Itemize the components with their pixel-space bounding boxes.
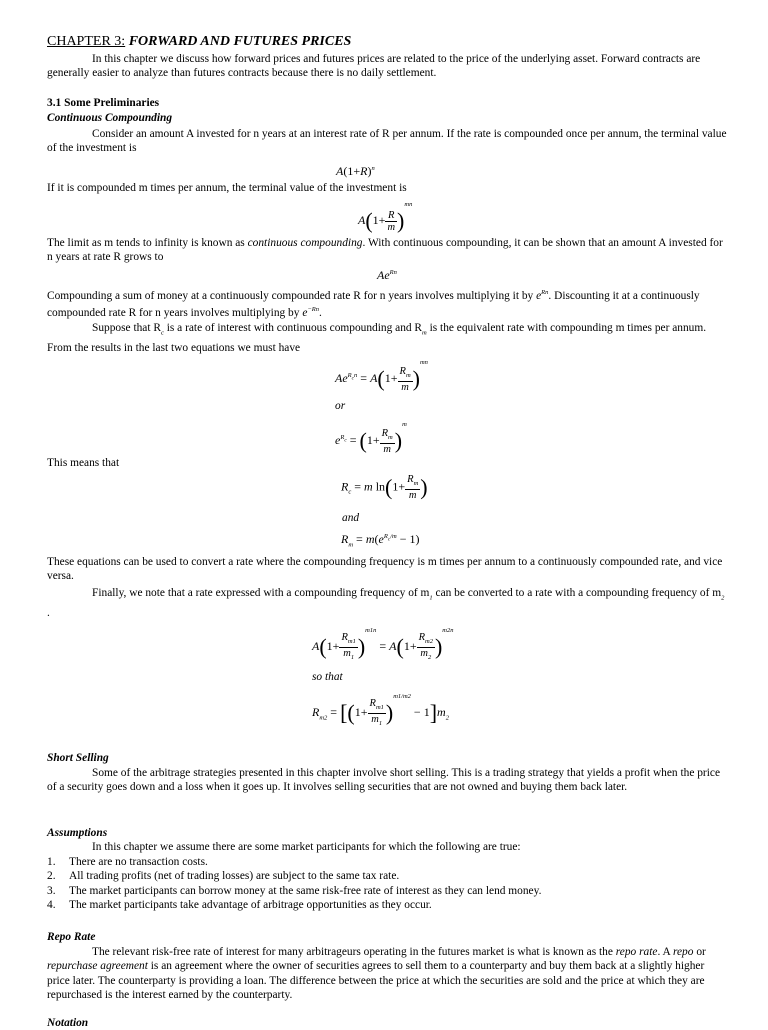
section-heading: 3.1 Some Preliminaries [47,97,160,109]
paragraph-3 [47,236,727,265]
repo-text-a: The relevant risk-free rate of interest for many arbitrageurs operating in the futures market is what is known as the [92,946,613,958]
this-means-label: This means that [47,457,120,469]
repo-text-c: or [696,946,706,958]
chapter-title [47,35,351,49]
repo-text-em1: repo rate [615,946,658,958]
repo-text-em3: repurchase agreement [47,960,148,973]
or-label: or [335,400,346,412]
paragraph-1: Consider an amount A invested for n years at an interest rate of R per annum. If the rate is compounded once per annum, the terminal value of the investment is [47,128,727,155]
equation-rc: $R_c = m$ ln(1+ $\frac{R_m}{m}$ ) [341,474,428,502]
intro-paragraph: In this chapter we discuss how forward prices and futures prices are related to the price of the underlying asset. Forward contracts are generally easier to analyze than futures contracts because there is no daily settlement. [47,53,701,80]
equation-m1-m2: A(1+ $\frac{R_{m1}}{m_1}$ )$^{m1n}$ = A(1+ $\frac{R_{m2}}{m_2}$ )$^{m2n}$ [312,627,454,661]
assumptions-heading: Assumptions [47,827,108,839]
paragraph-3-a: The limit as m tends to infinity is known as [47,237,245,249]
paragraph-5-a: Suppose that R [92,322,161,334]
notation-heading: Notation [47,1017,89,1029]
assumptions-list [47,855,727,913]
repo-text-d: is an agreement where the owner of securities agrees to sell them to a counterparty and buy them back at a slightly higher price later. The counterparty is providing a loan. The difference between the price at which the securities are sold and the price at which they are repurchased is the interest earned by the counterparty. [47,960,705,1002]
short-selling-text: Some of the arbitrage strategies presented in this chapter involve short selling. This is a trading strategy that yields a profit when the price of a security goes down and a loss when it goes up. It involves selling securities that are not owned and buying them back later. [47,767,721,794]
equation-equivalence: $Ae^{R_cn} = A(1+$ $\frac{R_m}{m}$ )$^{mn}$ [335,359,428,393]
equation-rm: $R_m = m(e^{R_c/m} - 1)$ [341,532,420,549]
paragraph-2: If it is compounded m times per annum, the terminal value of the investment is [47,182,407,194]
list-item: 3. The market participants can borrow money at the same risk-free rate of interest as they can lend money. [47,884,542,897]
paragraph-5: Suppose that $R_c$ is a rate of interest with continuous compounding and $R_m$ is the equivalent rate with compounding m times per annum. From the results in the last two equations we must have [47,322,707,354]
chapter-name: FORWARD AND FUTURES PRICES [128,34,352,49]
paragraph-3-em: continuous compounding [247,237,363,249]
list-item: 2. All trading profits (net of trading losses) are subject to the same tax rate. [47,870,400,883]
paragraph-6: These equations can be used to convert a rate where the compounding frequency is m times per annum to a continuously compounded rate, and vice versa. [47,556,723,583]
paragraph-7-b: can be converted to a rate with a compounding frequency of m [435,587,722,599]
paragraph-3-b: . With continuous compounding, it can be shown that an amount A invested for n years at rate R grows to [47,237,723,264]
paragraph-4: Compounding a sum of money at a continuously compounded rate R for n years involves multiplying it by $e^{Rn}$. Discounting it at a continuously compounded rate R for n years involves multiplying by $e^{-Rn}$. [47,289,700,319]
repo-text-b: . A [657,946,671,958]
paragraph-4-a: Compounding a sum of money at a continuously compounded rate R for n years involves multiplying it by [47,289,534,302]
equation-equivalence-reduced: $e^{R_c} = (1+$ $\frac{R_m}{m}$ )$^m$ [335,421,407,455]
equation-continuous: $Ae^{Rn}$ [377,268,397,282]
chapter-label: CHAPTER 3: [47,34,126,49]
so-that-label: so that [312,671,343,683]
paragraph-7-a: Finally, we note that a rate expressed with a compounding frequency of m [92,587,430,599]
list-item: 4. The market participants take advantage of arbitrage opportunities as they occur. [47,899,432,912]
equation-simple-compounding: $A(1+R)^n$ [336,164,375,178]
repo-text-em2: repo [672,946,694,958]
assumptions-intro: In this chapter we assume there are some market participants for which the following are true: [92,841,521,853]
paragraph-7: Finally, we note that a rate expressed with a compounding frequency of $m_1$ can be converted to a rate with a compounding frequency of $m_2$ . [47,587,725,619]
paragraph-5-c: is the equivalent rate with compounding m times per annum. From the results in the last two equations we must have [47,322,707,354]
repo-heading: Repo Rate [47,931,96,943]
equation-m-compounding: A(1+ $\frac{R}{m}$ )$^{mn}$ [358,201,413,234]
and-label: and [342,512,360,524]
paragraph-4-b: . Discounting it at a continuously compounded rate R for n years involves multiplying by [47,289,700,319]
list-item: 1. There are no transaction costs. [47,856,208,868]
repo-text [47,945,727,1003]
subsection-heading: Continuous Compounding [47,112,173,124]
paragraph-5-b: is a rate of interest with continuous compounding and R [166,322,423,334]
equation-rm2: $R_{m2} = [(1+$ $\frac{R_{m1}}{m_1}$ )$^{m1/m2} - 1]m_2$ [312,693,449,727]
short-selling-heading: Short Selling [47,752,109,764]
